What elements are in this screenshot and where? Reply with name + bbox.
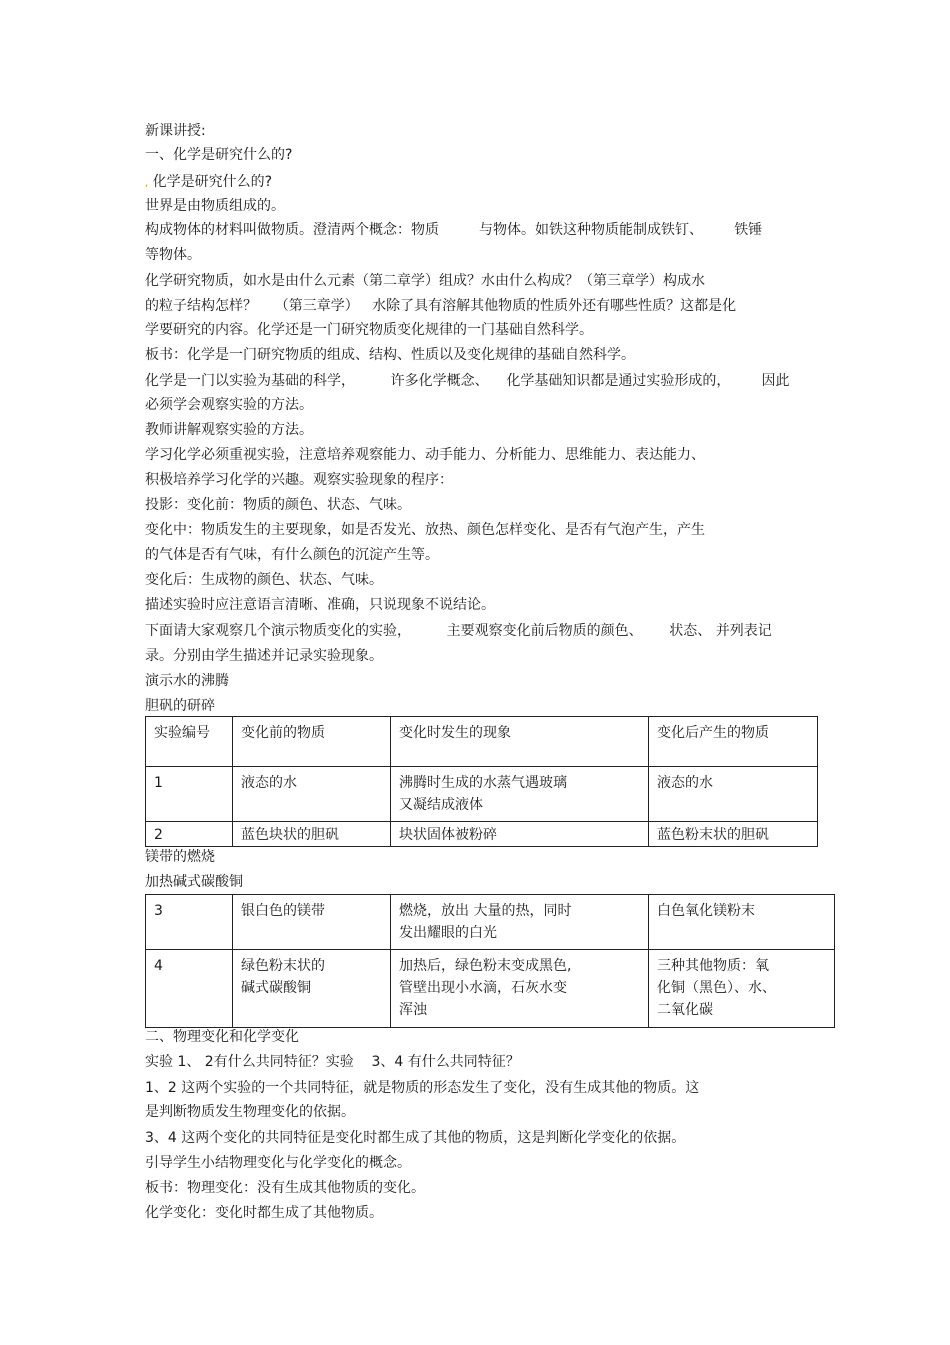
paragraph-line: 世界是由物质组成的。 <box>145 198 285 214</box>
experiment-table-2 <box>145 894 835 1028</box>
paragraph-line: 必须学会观察实验的方法。 <box>145 397 313 413</box>
table-header-cell: 变化后产生的物质 <box>649 717 818 767</box>
table-cell: 绿色粉末状的 碱式碳酸铜 <box>233 950 391 1028</box>
table-cell: 蓝色粉末状的胆矾 <box>649 822 818 847</box>
heading-1: 一、化学是研究什么的? <box>145 147 293 163</box>
paragraph-line: 学要研究的内容。化学还是一门研究物质变化规律的一门基础自然科学。 <box>145 322 593 338</box>
table-cell: 液态的水 <box>233 767 391 822</box>
paragraph-line: 镁带的燃烧 <box>145 849 215 865</box>
section-heading: 新课讲授: <box>145 123 206 139</box>
paragraph-line: 加热碱式碳酸铜 <box>145 874 243 890</box>
table-row <box>146 822 818 847</box>
paragraph-line: 引导学生小结物理变化与化学变化的概念。 <box>145 1155 411 1171</box>
paragraph-line: 化学变化：变化时都生成了其他物质。 <box>145 1205 383 1221</box>
paragraph-line: 变化后：生成物的颜色、状态、气味。 <box>145 572 383 588</box>
paragraph-line: 1、2 这两个实验的一个共同特征，就是物质的形态发生了变化，没有生成其他的物质。这 <box>145 1080 700 1096</box>
paragraph-line: 化学研究物质，如水是由什么元素（第二章学）组成？水由什么构成？（第三章学）构成水 <box>145 273 705 289</box>
table-cell: 块状固体被粉碎 <box>391 822 649 847</box>
paragraph-line: 下面请大家观察几个演示物质变化的实验， 主要观察变化前后物质的颜色、 状态、 并列表记 <box>145 623 772 639</box>
paragraph-line: 是判断物质发生物理变化的依据。 <box>145 1104 355 1120</box>
paragraph-line: 板书：物理变化：没有生成其他物质的变化。 <box>145 1180 425 1196</box>
table-cell: 银白色的镁带 <box>233 895 391 950</box>
paragraph-line: 教师讲解观察实验的方法。 <box>145 422 313 438</box>
paragraph-line: 描述实验时应注意语言清晰、准确，只说现象不说结论。 <box>145 597 495 613</box>
table-cell: 3 <box>146 895 233 950</box>
paragraph-line: 实验 1、 2有什么共同特征？实验 3、4 有什么共同特征？ <box>145 1054 520 1070</box>
table-row <box>146 895 835 950</box>
paragraph-line: 的粒子结构怎样？ （第三章学） 水除了具有溶解其他物质的性质外还有哪些性质？这都是化 <box>145 298 737 314</box>
experiment-table-1 <box>145 716 818 847</box>
table-header-cell: 变化前的物质 <box>233 717 391 767</box>
table-cell: 液态的水 <box>649 767 818 822</box>
table-cell: 1 <box>146 767 233 822</box>
table-cell: 加热后，绿色粉末变成黑色, 管壁出现小水滴，石灰水变 浑浊 <box>391 950 649 1028</box>
table-header-row <box>146 717 818 767</box>
paragraph-line: 演示水的沸腾 <box>145 673 229 689</box>
paragraph-line: 胆矾的研碎 <box>145 698 215 714</box>
table-cell: 沸腾时生成的水蒸气遇玻璃 又凝结成液体 <box>391 767 649 822</box>
table-cell: 三种其他物质：氧 化铜（黑色）、水、 二氧化碳 <box>649 950 835 1028</box>
table-header-cell: 实验编号 <box>146 717 233 767</box>
heading-2: 二、物理变化和化学变化 <box>145 1029 299 1045</box>
paragraph-line: 板书：化学是一门研究物质的组成、结构、性质以及变化规律的基础自然科学。 <box>145 347 635 363</box>
table-cell: 燃烧，放出 大量的热，同时 发出耀眼的白光 <box>391 895 649 950</box>
paragraph-line: 积极培养学习化学的兴趣。观察实验现象的程序： <box>145 472 453 488</box>
paragraph-line: 录。分别由学生描述并记录实验现象。 <box>145 648 383 664</box>
table-cell: 4 <box>146 950 233 1028</box>
paragraph-line: 等物体。 <box>145 247 201 263</box>
table-row <box>146 950 835 1028</box>
table-cell: 2 <box>146 822 233 847</box>
paragraph-line: 构成物体的材料叫做物质。澄清两个概念：物质 与物体。如铁这种物质能制成铁钉、 铁锤 <box>145 222 763 238</box>
paragraph-line: , 化学是研究什么的? <box>145 174 273 190</box>
paragraph-line: 学习化学必须重视实验，注意培养观察能力、动手能力、分析能力、思维能力、表达能力、 <box>145 447 705 463</box>
table-cell: 白色氧化镁粉末 <box>649 895 835 950</box>
paragraph-line: 投影：变化前：物质的颜色、状态、气味。 <box>145 497 411 513</box>
table-cell: 蓝色块状的胆矾 <box>233 822 391 847</box>
paragraph-line: 化学是一门以实验为基础的科学， 许多化学概念、 化学基础知识都是通过实验形成的， 因此 <box>145 373 790 389</box>
table-header-cell: 变化时发生的现象 <box>391 717 649 767</box>
paragraph-line: 的气体是否有气味，有什么颜色的沉淀产生等。 <box>145 547 439 563</box>
table-row <box>146 767 818 822</box>
paragraph-line: 变化中：物质发生的主要现象，如是否发光、放热、颜色怎样变化、是否有气泡产生，产生 <box>145 522 705 538</box>
paragraph-line: 3、4 这两个变化的共同特征是变化时都生成了其他的物质，这是判断化学变化的依据。 <box>145 1130 686 1146</box>
